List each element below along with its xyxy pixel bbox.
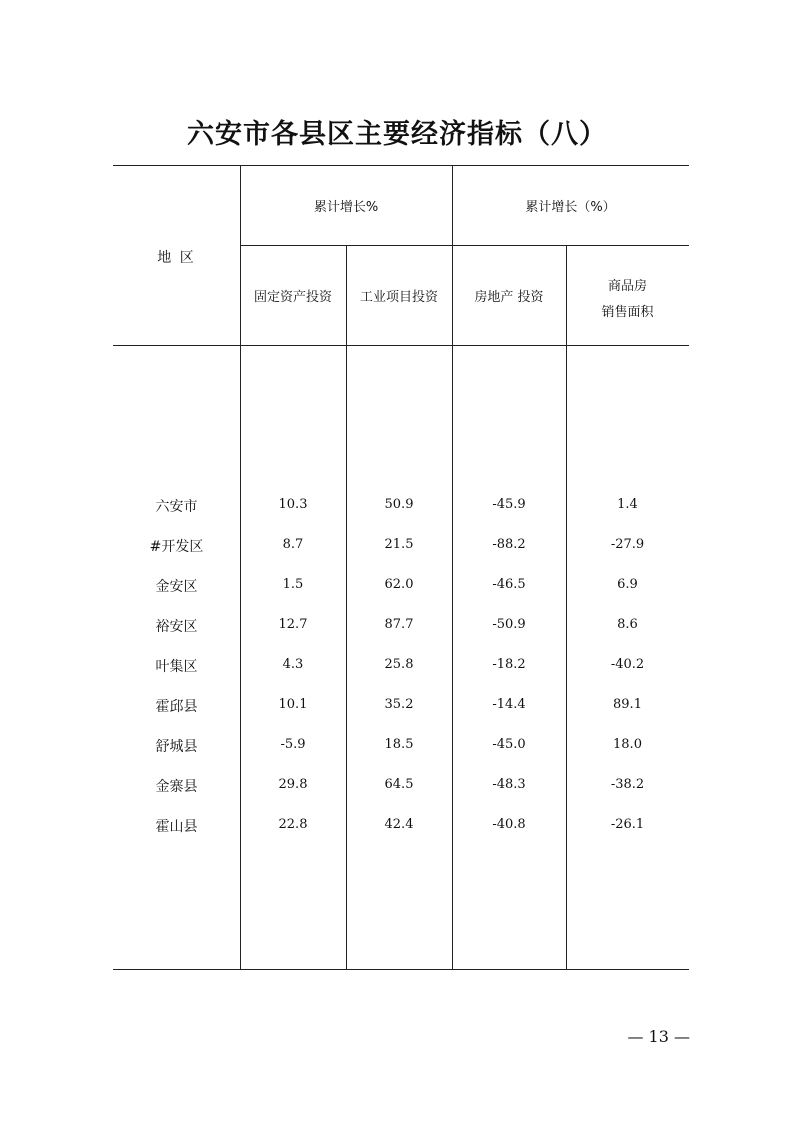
table-cell: -40.2 <box>610 657 645 672</box>
page-title: 六安市各县区主要经济指标（八） <box>187 119 607 150</box>
group-header-cumulative-growth: 累计增长% <box>313 200 379 215</box>
table-cell: 62.0 <box>384 577 414 592</box>
table-cell: -45.9 <box>492 497 526 512</box>
table-cell: -48.3 <box>492 777 526 792</box>
table-cell: 8.7 <box>282 537 304 552</box>
table-cell: -38.2 <box>610 777 645 792</box>
row-region-label: 舒城县 <box>155 739 198 755</box>
column-header-fixed-asset-investment: 固定资产投资 <box>253 290 332 305</box>
column-divider <box>240 165 241 970</box>
table-cell: 29.8 <box>278 777 308 792</box>
table-cell: 10.3 <box>278 497 308 512</box>
table-bottom-rule <box>113 969 689 970</box>
table-cell: 42.4 <box>384 817 414 832</box>
group-header-rule <box>240 245 689 246</box>
row-region-label: 霍邱县 <box>155 699 198 715</box>
row-region-label: 霍山县 <box>155 819 198 835</box>
table-cell: 21.5 <box>384 537 414 552</box>
table-cell: -88.2 <box>492 537 526 552</box>
column-divider <box>346 245 347 970</box>
column-header-housing-sales-area: 商品房 销售面积 <box>601 279 654 320</box>
table-cell: 50.9 <box>384 497 414 512</box>
table-cell: 18.0 <box>613 737 642 752</box>
table-cell: 35.2 <box>384 697 414 712</box>
table-cell: 10.1 <box>278 697 308 712</box>
table-cell: -27.9 <box>610 537 645 552</box>
table-header-rule <box>113 345 689 346</box>
column-header-industrial-investment: 工业项目投资 <box>359 290 438 305</box>
table-cell: -18.2 <box>492 657 526 672</box>
column-divider <box>452 165 453 970</box>
table-cell: 18.5 <box>384 737 414 752</box>
table-cell: -50.9 <box>492 617 526 632</box>
table-cell: 64.5 <box>384 777 414 792</box>
table-cell: 12.7 <box>278 617 308 632</box>
table-cell: 22.8 <box>278 817 308 832</box>
table-cell: -14.4 <box>492 697 526 712</box>
table-cell: -5.9 <box>280 737 306 752</box>
table-cell: 8.6 <box>617 617 638 632</box>
row-region-label: 裕安区 <box>155 619 198 635</box>
group-header-cumulative-growth-pct: 累计增长（%） <box>525 200 616 215</box>
row-region-label: 叶集区 <box>155 659 198 675</box>
table-cell: -46.5 <box>492 577 526 592</box>
table-cell: 1.4 <box>617 497 638 512</box>
row-region-label: 金安区 <box>155 579 198 595</box>
column-divider <box>566 245 567 970</box>
row-region-label: #开发区 <box>149 539 204 555</box>
table-cell: -26.1 <box>610 817 645 832</box>
table-cell: 89.1 <box>613 697 642 712</box>
table-cell: 6.9 <box>617 577 638 592</box>
table-cell: 25.8 <box>384 657 414 672</box>
column-header-real-estate-investment: 房地产 投资 <box>474 290 544 305</box>
region-header: 地 区 <box>157 250 196 266</box>
table-cell: -45.0 <box>492 737 526 752</box>
table-cell: 4.3 <box>282 657 304 672</box>
row-region-label: 六安市 <box>155 499 198 515</box>
page-number: — 13 — <box>627 1027 690 1046</box>
table-top-rule <box>113 165 689 166</box>
row-region-label: 金寨县 <box>155 779 198 795</box>
table-cell: 87.7 <box>384 617 414 632</box>
table-cell: -40.8 <box>492 817 526 832</box>
table-cell: 1.5 <box>282 577 304 592</box>
